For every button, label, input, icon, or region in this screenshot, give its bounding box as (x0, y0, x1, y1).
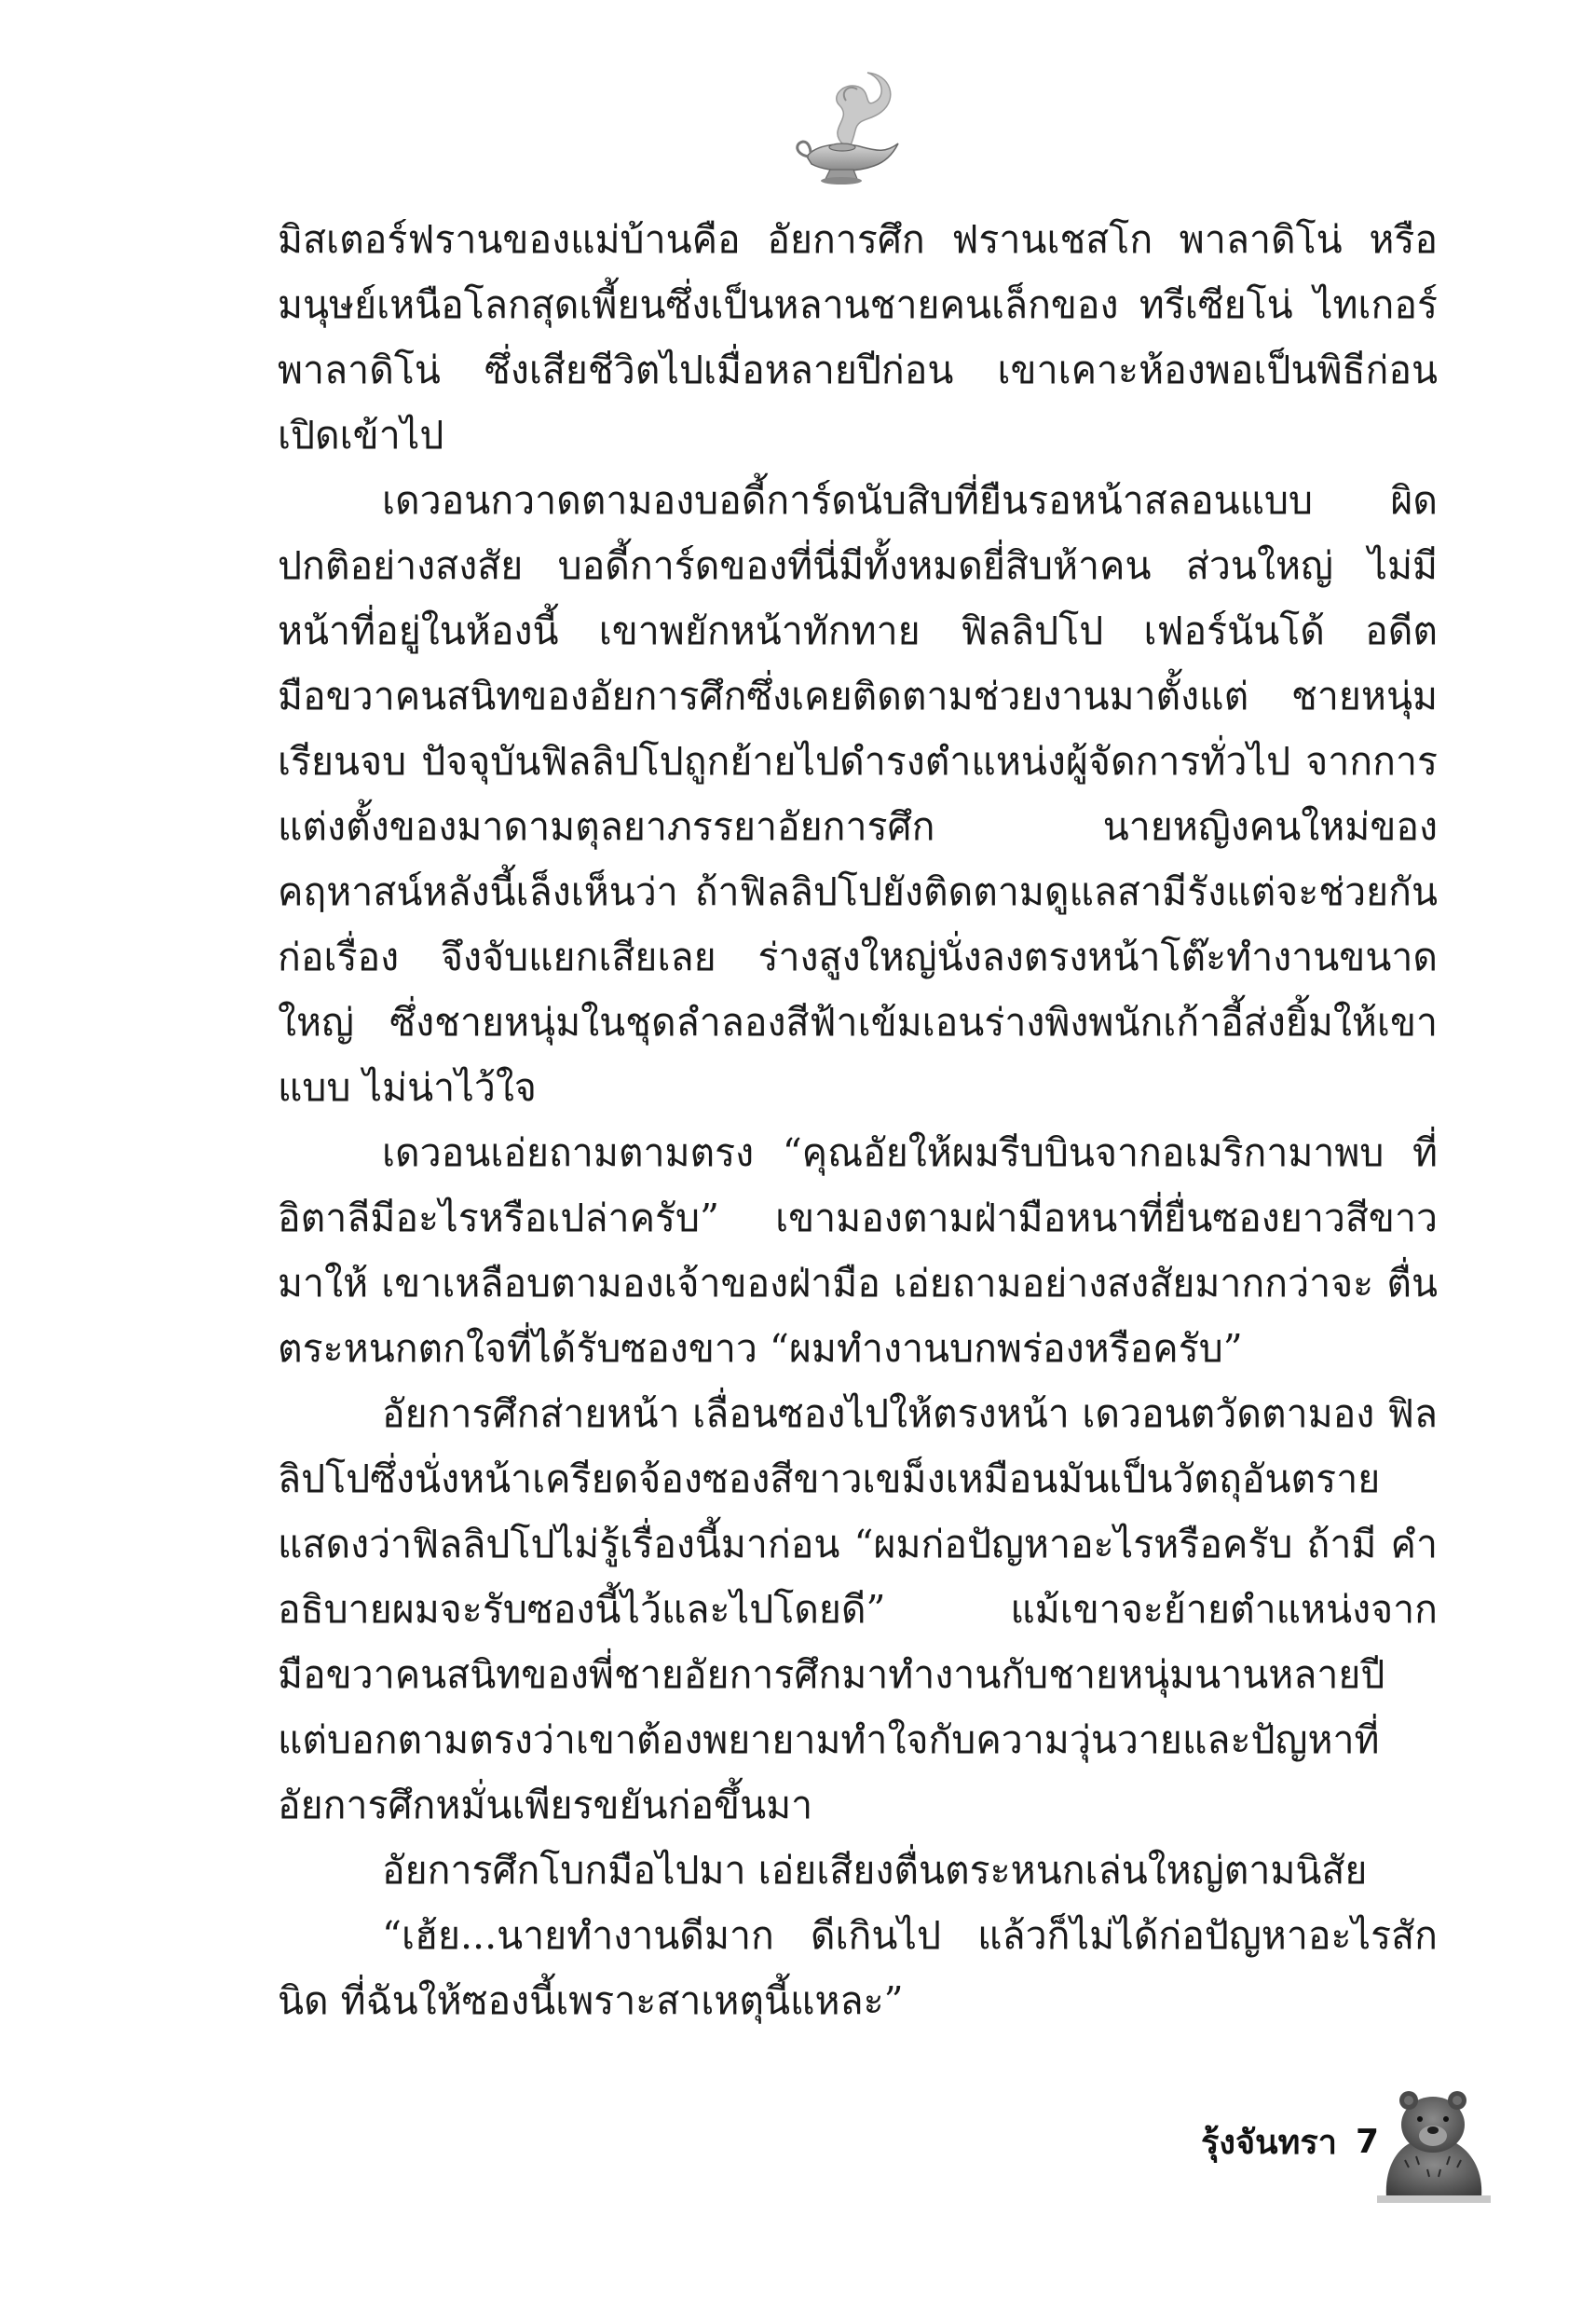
page-footer (1099, 2104, 1379, 2179)
paragraph: อัยการศึกส่ายหน้า เลื่อนซองไปให้ตรงหน้า เดวอนตวัดตามอง ฟิลลิปโปซึ่งนั่งหน้าเครียดจ้องซองสีขาวเขม็งเหมือนมันเป็นวัตถุอันตราย แสดงว่าฟิลลิปโปไม่รู้เรื่องนี้มาก่อน “ผมก่อปัญหาอะไรหรือครับ ถ้ามี คำอธิบายผมจะรับซองนี้ไว้และไปโดยดี” แม้เขาจะย้ายตำแหน่งจาก มือขวาคนสนิทของพี่ชายอัยการศึกมาทำงานกับชายหนุ่มนานหลายปี แต่บอกตามตรงว่าเขาต้องพยายามทำใจกับความวุ่นวายและปัญหาที่ อัยการศึกหมั่นเพียรขยันก่อขึ้นมา (278, 1391, 1438, 1827)
paragraph: “เฮ้ย...นายทำงานดีมาก ดีเกินไป แล้วก็ไม่ได้ก่อปัญหาอะไรสักนิด ที่ฉันให้ซองนี้เพราะสาเหตุนี้แหละ” (278, 1913, 1438, 2023)
paragraph: เดวอนเอ่ยถามตามตรง “คุณอัยให้ผมรีบบินจากอเมริกามาพบ ที่อิตาลีมีอะไรหรือเปล่าครับ” เขามองตามฝ่ามือหนาที่ยื่นซองยาวสีขาว มาให้ เขาเหลือบตามองเจ้าของฝ่ามือ เอ่ยถามอย่างสงสัยมากกว่าจะ ตื่นตระหนกตกใจที่ได้รับซองขาว “ผมทำงานบกพร่องหรือครับ” (278, 1130, 1438, 1371)
body-text (278, 207, 1438, 2080)
paragraph: เดวอนกวาดตามองบอดี้การ์ดนับสิบที่ยืนรอหน้าสลอนแบบ ผิดปกติอย่างสงสัย บอดี้การ์ดของที่นี่มีทั้งหมดยี่สิบห้าคน ส่วนใหญ่ ไม่มีหน้าที่อยู่ในห้องนี้ เขาพยักหน้าทักทาย ฟิลลิปโป เฟอร์นันโด้ อดีตมือขวาคนสนิทของอัยการศึกซึ่งเคยติดตามช่วยงานมาตั้งแต่ ชายหนุ่มเรียนจบ ปัจจุบันฟิลลิปโปถูกย้ายไปดำรงตำแหน่งผู้จัดการทั่วไป จากการแต่งตั้งของมาดามตุลยาภรรยาอัยการศึก นายหญิงคนใหม่ของ คฤหาสน์หลังนี้เล็งเห็นว่า ถ้าฟิลลิปโปยังติดตามดูแลสามีรังแต่จะช่วยกัน ก่อเรื่อง จึงจับแยกเสียเลย ร่างสูงใหญ่นั่งลงตรงหน้าโต๊ะทำงานขนาดใหญ่ ซึ่งชายหนุ่มในชุดลำลองสีฟ้าเข้มเอนร่างพิงพนักเก้าอี้ส่งยิ้มให้เขาแบบ ไม่น่าไว้ใจ (278, 478, 1438, 1110)
page-number: 7 (1355, 2122, 1379, 2161)
paragraph: อัยการศึกโบกมือไปมา เอ่ยเสียงตื่นตระหนกเล่นใหญ่ตามนิสัย (382, 1848, 1368, 1893)
bear-illustration-icon (1368, 2067, 1498, 2207)
lamp-genie-ornament-icon (788, 63, 909, 194)
book-title: รุ้งจันทรา (1201, 2123, 1337, 2162)
paragraph: มิสเตอร์ฟรานของแม่บ้านคือ อัยการศึก ฟรานเชสโก พาลาดิโน่ หรือ มนุษย์เหนือโลกสุดเพี้ยนซึ่งเป็นหลานชายคนเล็กของ ทรีเซียโน่ ไทเกอร์ พาลาดิโน่ ซึ่งเสียชีวิตไปเมื่อหลายปีก่อน เขาเคาะห้องพอเป็นพิธีก่อน เปิดเข้าไป (278, 217, 1438, 458)
